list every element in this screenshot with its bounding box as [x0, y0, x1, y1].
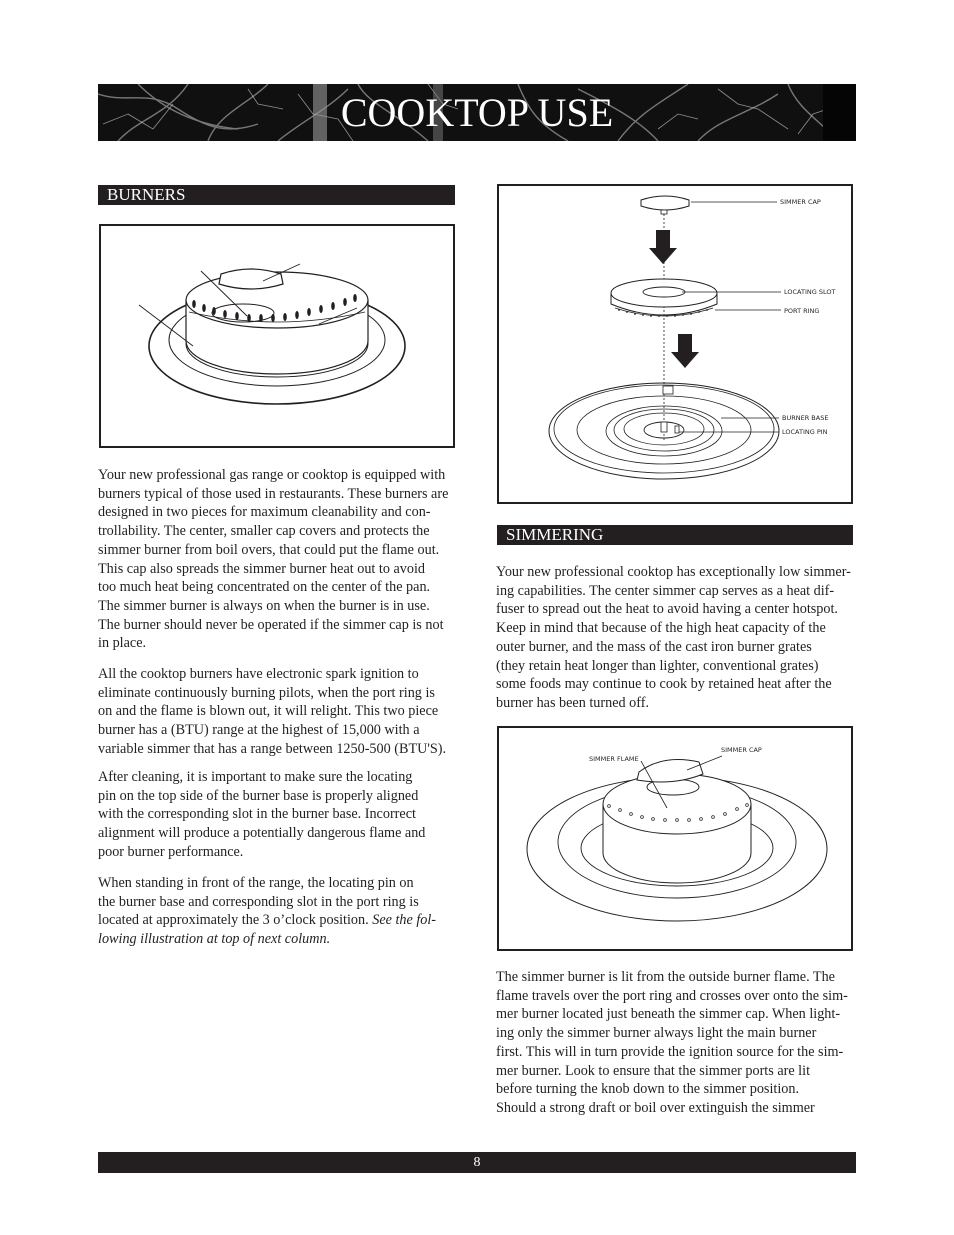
label-burner-base: BURNER BASE [782, 414, 829, 422]
down-arrow-icon [649, 230, 677, 264]
label-port-ring: PORT RING [784, 307, 820, 315]
down-arrow-icon [671, 334, 699, 368]
simmer-drawing [499, 728, 851, 949]
burners-paragraph-2: All the cooktop burners have electronic spark ignition to eliminate continuously burning pilots, when the port ring is on and the flame is blown out, it will relight. This two piece burner has a (BTU) range at the highest of 15,000 with a variable simmer that has a range between 1250-500 (BTU'S). [98, 666, 447, 757]
footer-bar [98, 1152, 856, 1173]
page-title: COOKTOP USE [340, 90, 614, 135]
label-simmer-cap: SIMMER CAP [721, 746, 762, 754]
section-heading-burners: BURNERS [98, 185, 455, 205]
burners-paragraph-1: Your new professional gas range or cooktop is equipped with burners typical of those used in restaurants. These burners are designed in two pieces for maximum cleanability and con- trollability. The center, smaller cap covers and protects the simmer burner from boil overs, that could put the flame out. This cap also spreads the simmer burner heat out to avoid too much heat being concentrated on the center of the pan. The simmer burner is always on when the burner is in use. The burner should never be operated if the simmer cap is not in place. [98, 467, 449, 652]
burner-illustration [99, 224, 455, 448]
exploded-burner-diagram [497, 184, 853, 504]
label-locating-slot: LOCATING SLOT [784, 288, 836, 296]
label-simmer-flame: SIMMER FLAME [589, 755, 639, 763]
label-locating-pin: LOCATING PIN [782, 428, 828, 436]
simmering-paragraph-2: The simmer burner is lit from the outside burner flame. The flame travels over the port ring and crosses over onto the sim- mer burner located just beneath the simmer cap. When light- ing only the simmer burner always light the main burner first. This will in turn provide the ignition source for the sim- mer burner. Look to ensure that the simmer ports are lit before turning the knob down to the simmer position. Should a strong draft or boil over extinguish the simmer [496, 969, 848, 1116]
exploded-drawing [499, 186, 851, 502]
title-banner [98, 84, 856, 141]
burner-drawing [101, 226, 453, 446]
burners-paragraph-3: After cleaning, it is important to make sure the locating pin on the top side of the burner base is properly aligned with the corresponding slot in the burner base. Incorrect alignment will produce a potentially dangerous flame and poor burner performance. [98, 769, 426, 860]
simmer-burner-diagram [497, 726, 853, 951]
section-heading-simmering: SIMMERING [497, 525, 853, 545]
simmering-paragraph-1: Your new professional cooktop has exceptionally low simmer- ing capabilities. The center simmer cap serves as a heat dif- fuser to spread out the heat to avoid having a center hotspot. Keep in mind that because of the high heat capacity of the outer burner, and the mass of the cast iron burner grates (they retain heat longer than lighter, conventional grates) some foods may continue to cook by retained heat after the burner has been turned off. [496, 564, 851, 711]
label-simmer-cap: SIMMER CAP [780, 198, 821, 206]
burners-paragraph-4: When standing in front of the range, the locating pin on the burner base and corresponding slot in the port ring is located at approximately the 3 o’clock position. See the fol- lowing illustration at top of next column. [98, 875, 437, 948]
page-number: 8 [473, 1155, 481, 1170]
